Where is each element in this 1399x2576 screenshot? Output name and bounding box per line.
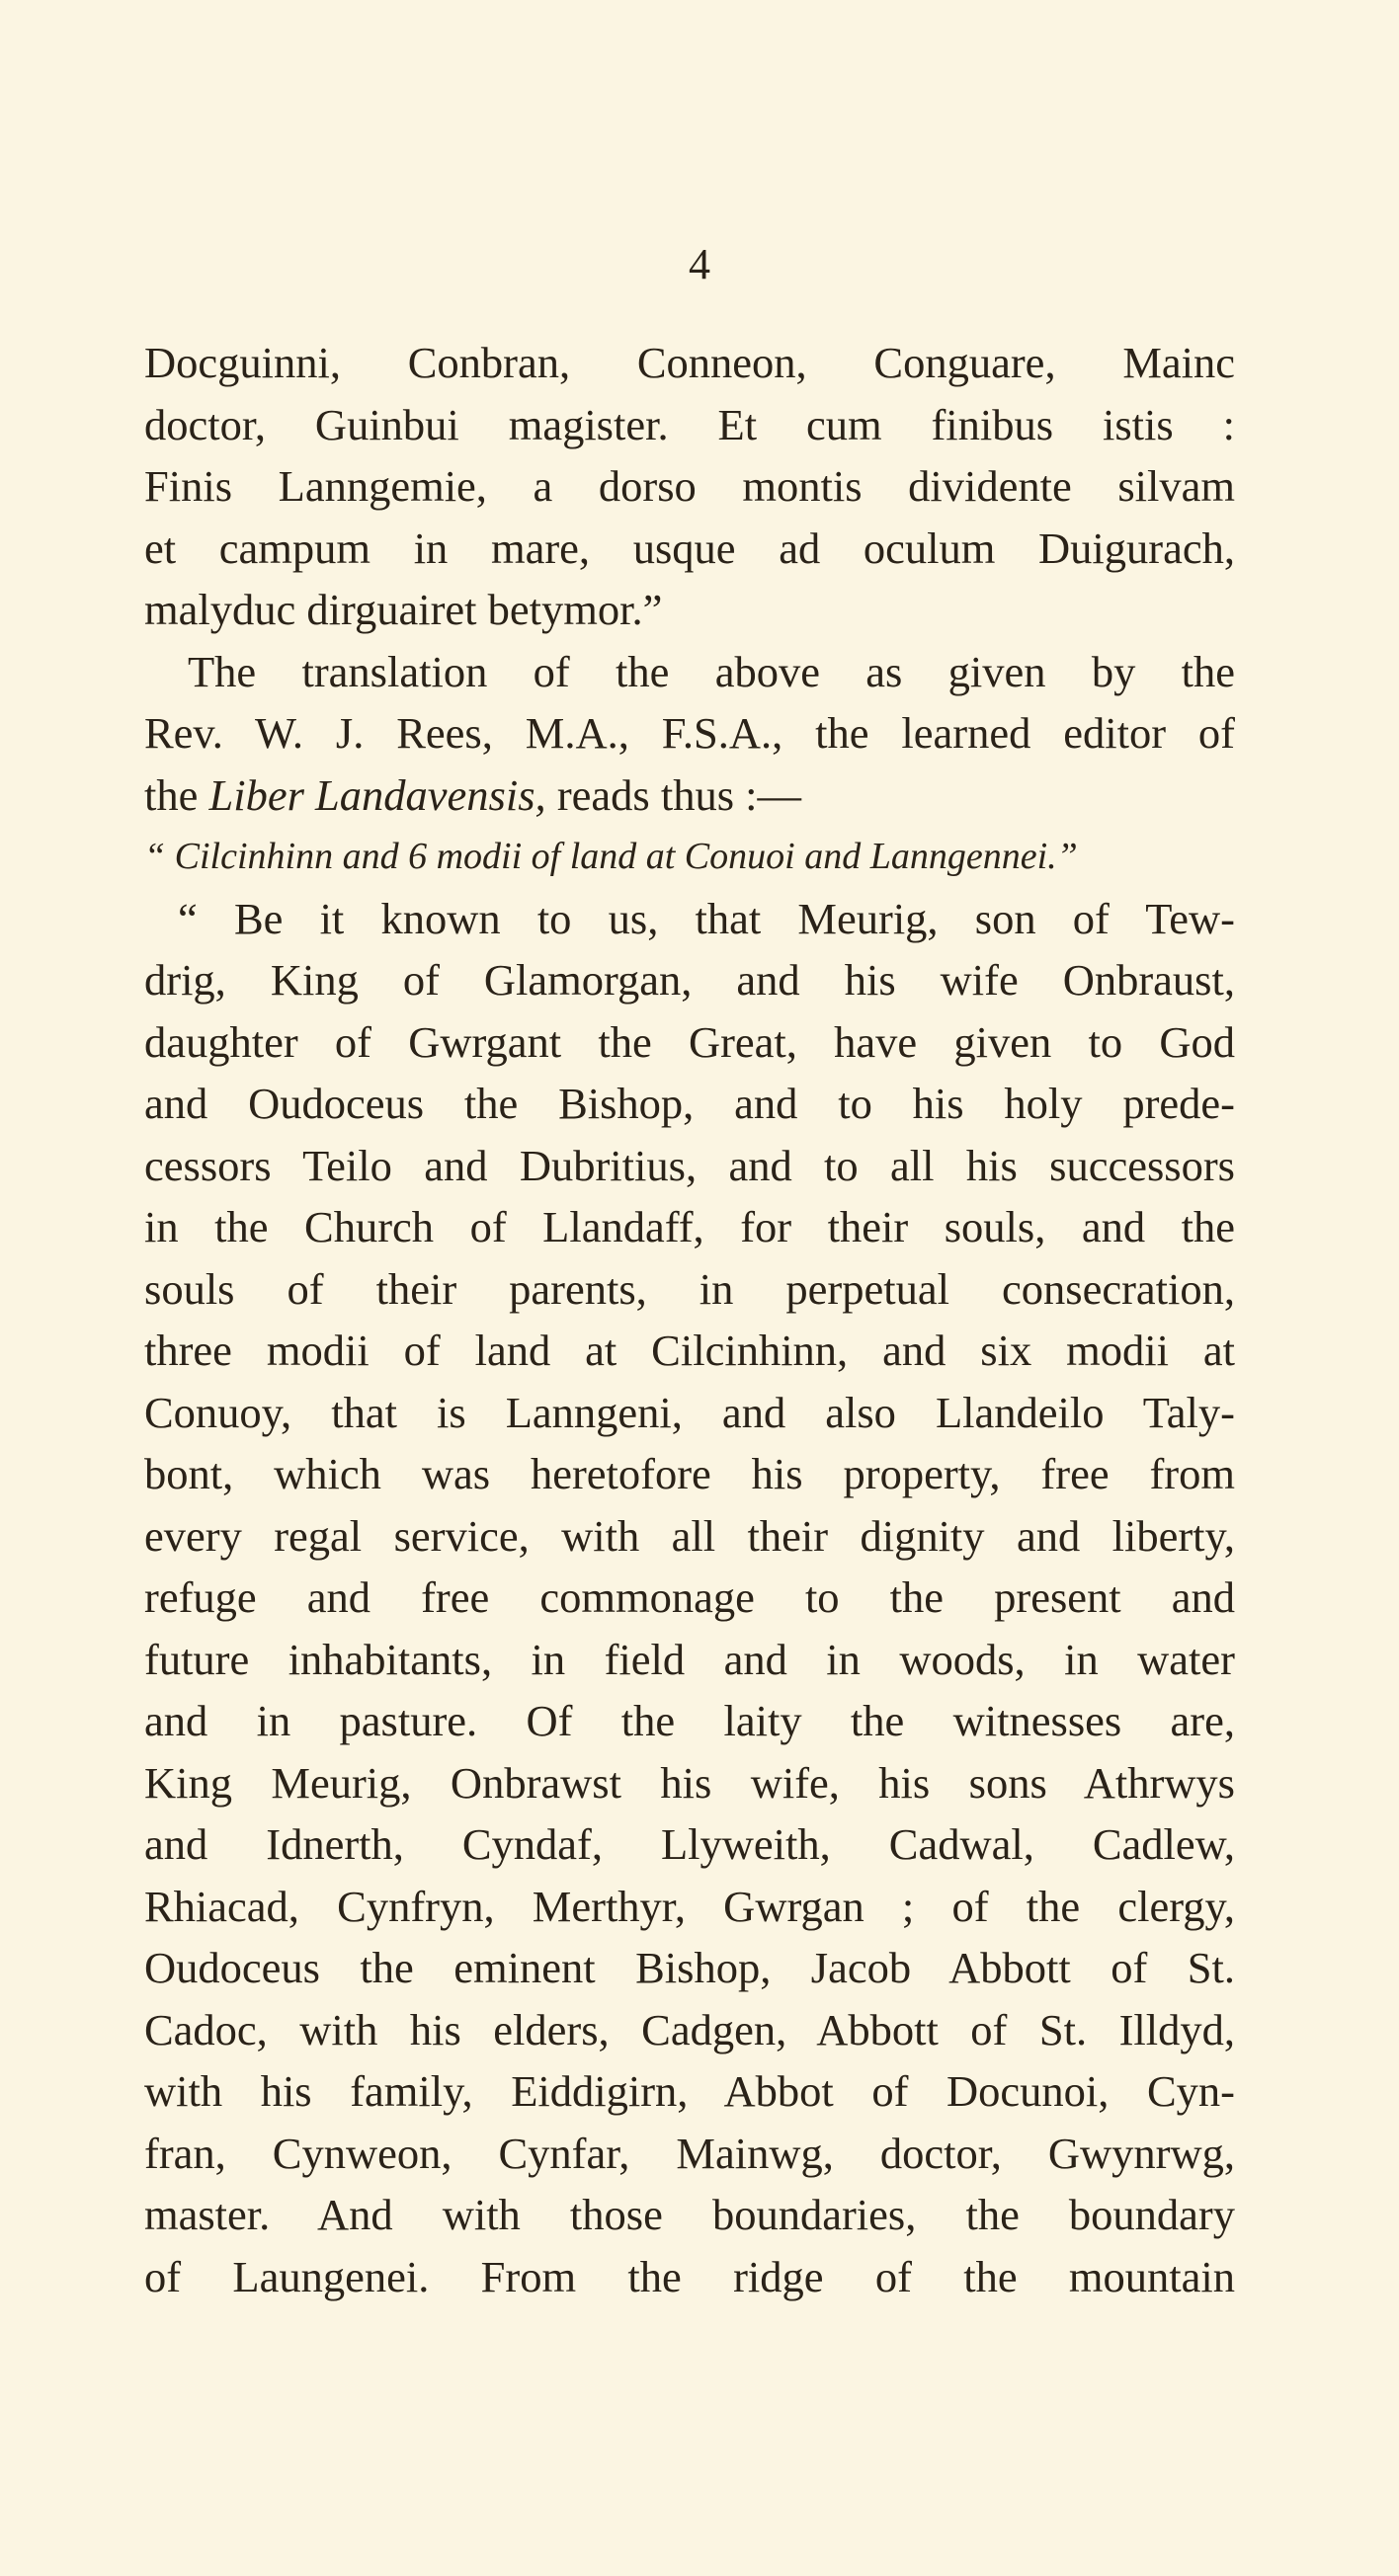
text-line: three modii of land at Cilcinhinn, and six modii at	[144, 1326, 1235, 1375]
text-line: Docguinni, Conbran, Conneon, Conguare, Mainc	[144, 338, 1235, 387]
text-line: Finis Lanngemie, a dorso montis dividente silvam	[144, 461, 1235, 511]
text-line: doctor, Guinbui magister. Et cum finibus istis :	[144, 399, 1235, 449]
book-title: Liber Landavensis,	[208, 769, 546, 820]
text-line: and in pasture. Of the laity the witnesses are,	[144, 1696, 1235, 1745]
text-line: future inhabitants, in field and in woods, in water	[144, 1634, 1235, 1684]
paragraph-intro	[144, 641, 1235, 827]
text-line: Rev. W. J. Rees, M.A., F.S.A., the learned editor of	[144, 708, 1235, 758]
text-line: malyduc dirguairet betymor.”	[144, 585, 663, 634]
paragraph-translation	[144, 888, 1235, 2308]
text-line: “ Be it known to us, that Meurig, son of Tew-	[178, 893, 1235, 943]
text-fragment: reads thus :—	[545, 769, 801, 820]
text-line: drig, King of Glamorgan, and his wife Onbraust,	[144, 955, 1235, 1005]
text-line	[144, 765, 1235, 827]
text-line: fran, Cynweon, Cynfar, Mainwg, doctor, Gwynrwg,	[144, 2128, 1235, 2178]
text-line: master. And with those boundaries, the boundary	[144, 2190, 1235, 2239]
italic-heading: “ Cilcinhinn and 6 modii of land at Conuoi and Lanngennei.”	[144, 836, 1078, 877]
text-line: bont, which was heretofore his property, free from	[144, 1449, 1235, 1498]
text-line: refuge and free commonage to the present and	[144, 1572, 1235, 1622]
text-line: The translation of the above as given by the	[188, 646, 1235, 696]
text-line: with his family, Eiddigirn, Abbot of Docunoi, Cyn-	[144, 2066, 1235, 2116]
text-line: souls of their parents, in perpetual consecration,	[144, 1263, 1235, 1314]
text-line: et campum in mare, usque ad oculum Duigurach,	[144, 523, 1235, 573]
text-line: in the Church of Llandaff, for their souls, and the	[144, 1202, 1235, 1251]
text-line: of Laungenei. From the ridge of the mountain	[144, 2251, 1235, 2301]
text-line: Conuoy, that is Lanngeni, and also Llandeilo Taly-	[144, 1387, 1235, 1437]
text-line: King Meurig, Onbrawst his wife, his sons Athrwys	[144, 1757, 1235, 1808]
text-line: Oudoceus the eminent Bishop, Jacob Abbott of St.	[144, 1943, 1235, 1992]
text-line: Cadoc, with his elders, Cadgen, Abbott of St. Illdyd,	[144, 2004, 1235, 2054]
text-line: every regal service, with all their dignity and liberty,	[144, 1510, 1235, 1561]
text-line: cessors Teilo and Dubritius, and to all his successors	[144, 1140, 1235, 1190]
text-line: daughter of Gwrgant the Great, have given to God	[144, 1016, 1235, 1067]
body-text	[144, 332, 1235, 2307]
text-line: and Idnerth, Cyndaf, Llyweith, Cadwal, Cadlew,	[144, 1819, 1235, 1869]
page-number: 4	[689, 240, 710, 288]
text-fragment: the	[144, 769, 209, 820]
paragraph-latin	[144, 332, 1235, 641]
text-line: Rhiacad, Cynfryn, Merthyr, Gwrgan ; of the clergy,	[144, 1881, 1235, 1931]
text-line: and Oudoceus the Bishop, and to his holy prede-	[144, 1079, 1235, 1128]
